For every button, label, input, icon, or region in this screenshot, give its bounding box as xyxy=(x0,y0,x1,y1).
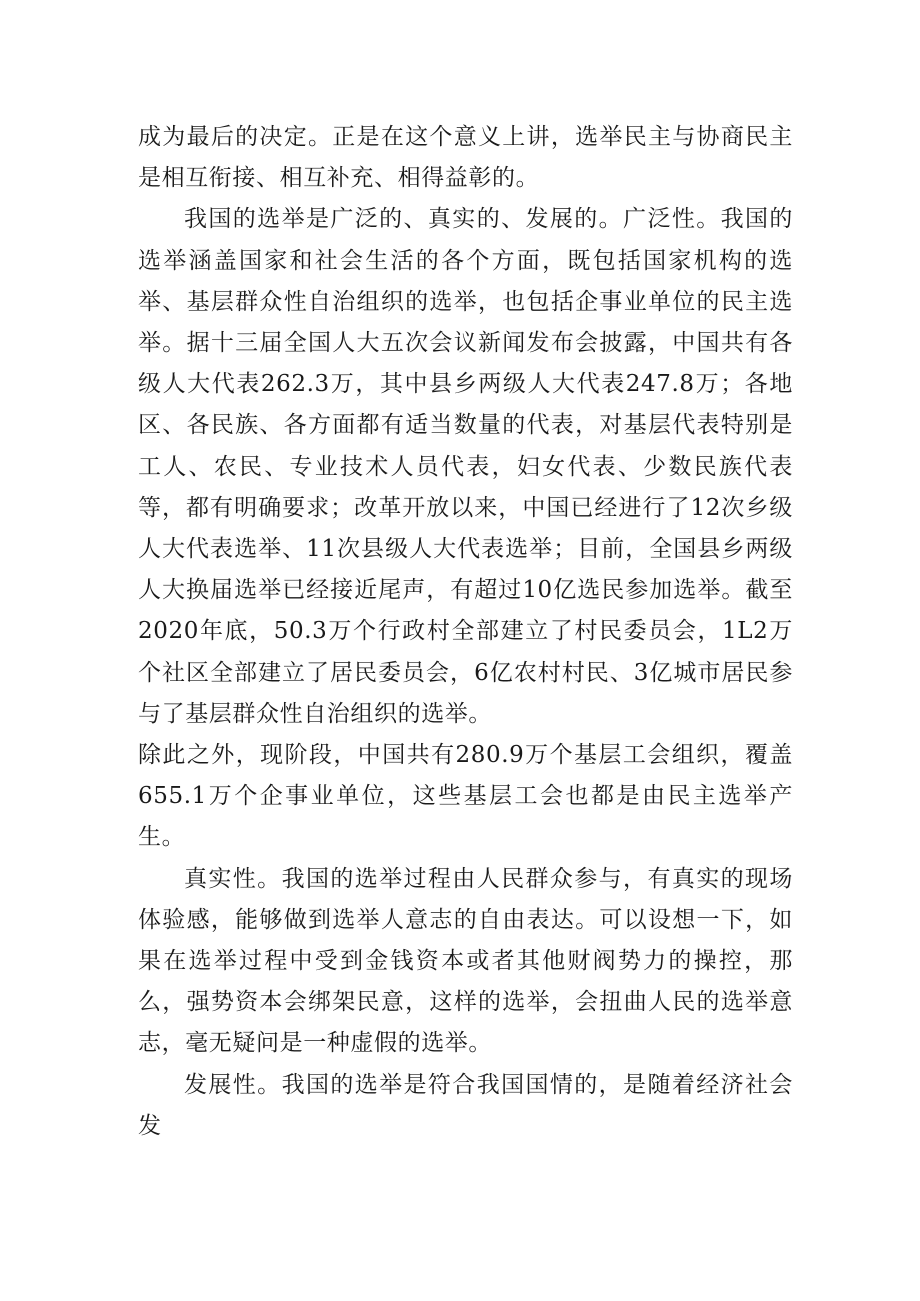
paragraph-2: 我国的选举是广泛的、真实的、发展的。广泛性。我国的选举涵盖国家和社会生活的各个方面，既包括国家机构的选举、基层群众性自治组织的选举，也包括企事业单位的民主选举。据十三届全国人大五次会议新闻发布会披露，中国共有各级人大代表262.3万，其中县乡两级人大代表247.8万；各地区、各民族、各方面都有适当数量的代表，对基层代表特别是工人、农民、专业技术人员代表，妇女代表、少数民族代表等，都有明确要求；改革开放以来，中国已经进行了12次乡级人大代表选举、11次县级人大代表选举；目前，全国县乡两级人大换届选举已经接近尾声，有超过10亿选民参加选举。截至2020年底，50.3万个行政村全部建立了村民委员会，1L2万个社区全部建立了居民委员会，6亿农村村民、3亿城市居民参与了基层群众性自治组织的选举。 xyxy=(138,206,793,727)
paragraph-4: 真实性。我国的选举过程由人民群众参与，有真实的现场体验感，能够做到选举人意志的自由表达。可以设想一下，如果在选举过程中受到金钱资本或者其他财阀势力的操控，那么，强势资本会绑架民意，这样的选举，会扭曲人民的选举意志，毫无疑问是一种虚假的选举。 xyxy=(138,865,793,1057)
document-body xyxy=(138,117,793,1147)
paragraph-3: 除此之外，现阶段，中国共有280.9万个基层工会组织，覆盖655.1万个企事业单位，这些基层工会也都是由民主选举产生。 xyxy=(138,742,793,851)
paragraph-5: 发展性。我国的选举是符合我国国情的，是随着经济社会发 xyxy=(138,1071,793,1139)
paragraph-1: 成为最后的决定。正是在这个意义上讲，选举民主与协商民主是相互衔接、相互补充、相得益彰的。 xyxy=(138,124,793,192)
